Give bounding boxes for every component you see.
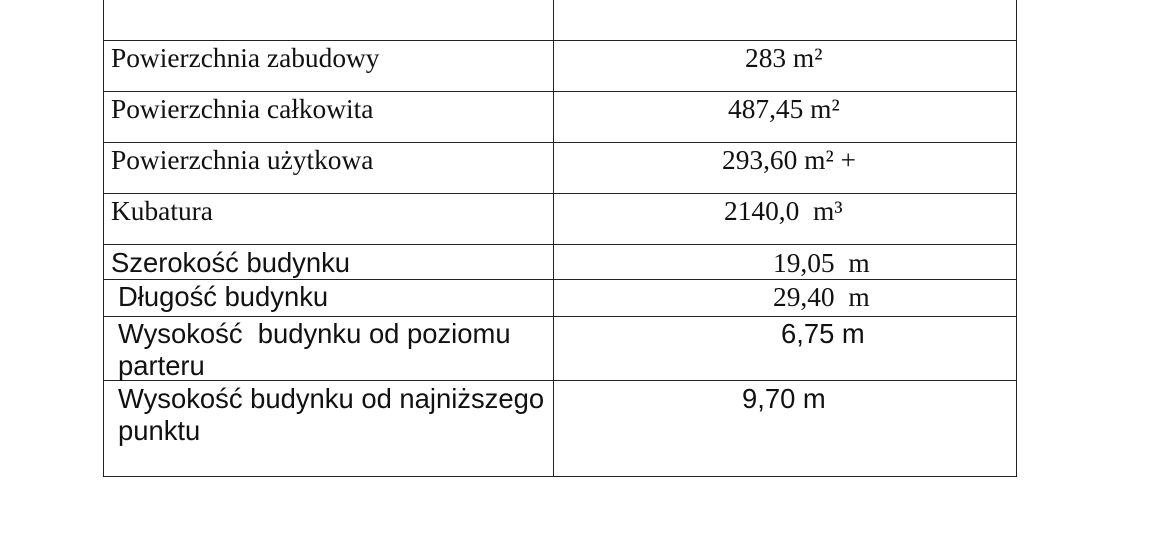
table-row-empty (104, 0, 1016, 40)
table-row (104, 380, 1016, 476)
parameter-value: 29,40 m (773, 282, 870, 312)
parameter-value: 19,05 m (773, 248, 870, 278)
table-row (104, 316, 1016, 380)
parameter-value: 6,75 m (781, 318, 865, 349)
table-row (104, 193, 1016, 244)
table-row (104, 244, 1016, 279)
table-row (104, 142, 1016, 193)
parameter-label: Szerokość budynku (104, 245, 554, 279)
parameter-label: Wysokość budynku od poziomu parteru (104, 317, 554, 380)
building-parameters-table (103, 0, 1017, 477)
parameter-value: 9,70 m (742, 383, 826, 414)
parameter-value (554, 0, 1016, 40)
parameter-label: Powierzchnia całkowita (104, 92, 554, 142)
parameter-label: Powierzchnia zabudowy (104, 41, 554, 91)
parameter-label: Powierzchnia użytkowa (104, 143, 554, 193)
parameter-value: 2140,0 m³ (724, 196, 843, 226)
parameter-value: 283 m² (745, 43, 823, 73)
parameter-value: 293,60 m² + (722, 145, 856, 175)
parameter-label (104, 0, 554, 40)
parameter-value: 487,45 m² (728, 94, 840, 124)
table-row (104, 40, 1016, 91)
parameter-label: Wysokość budynku od najniższego punktu (104, 381, 554, 476)
parameter-label: Kubatura (104, 194, 554, 244)
table-row (104, 279, 1016, 316)
parameter-label: Długość budynku (104, 280, 554, 316)
table-row (104, 91, 1016, 142)
